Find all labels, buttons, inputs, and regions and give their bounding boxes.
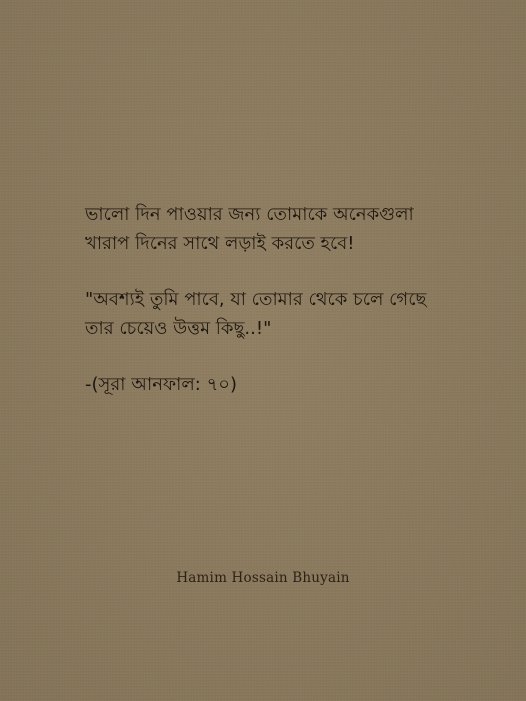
paragraph-spacer	[85, 258, 485, 285]
paragraph-2-line-1: "অবশ্যই তুমি পাবে, যা তোমার থেকে চলে গেছে	[85, 289, 427, 310]
quote-text-block	[85, 200, 485, 399]
quran-reference: -(সূরা আনফাল: ৭০)	[85, 374, 237, 395]
paragraph-1-line-1: ভালো দিন পাওয়ার জন্য তোমাকে অনেকগুলা	[85, 204, 414, 225]
paragraph-spacer	[85, 343, 485, 370]
paragraph-1-line-2: খারাপ দিনের সাথে লড়াই করতে হবে!	[85, 233, 355, 254]
paragraph-2-line-2: তার চেয়েও উত্তম কিছু..!"	[85, 318, 272, 339]
author-signature: Hamim Hossain Bhuyain	[176, 570, 350, 586]
